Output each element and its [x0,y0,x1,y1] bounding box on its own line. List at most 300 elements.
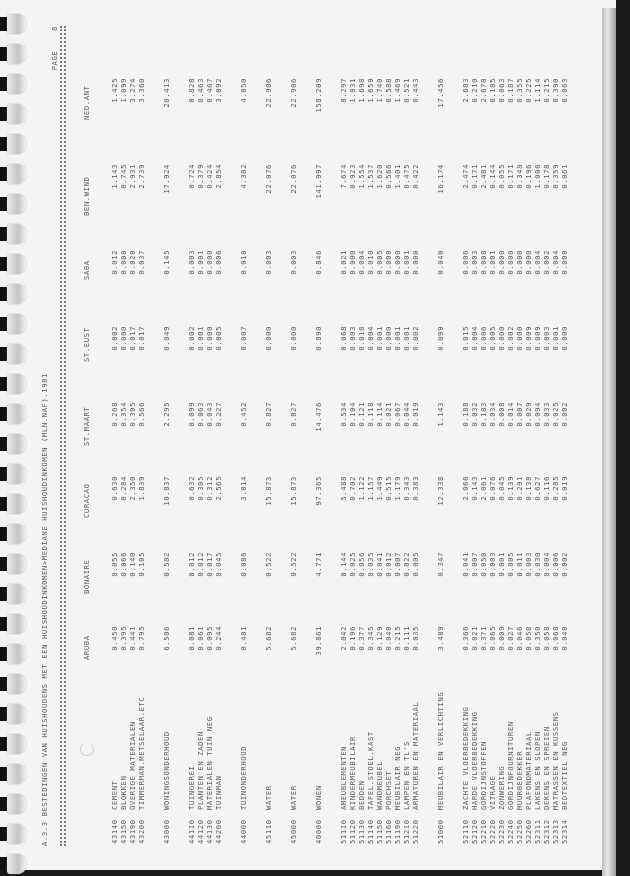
cell-value: 1.179 [393,476,402,501]
row-code: 43190 [128,819,137,844]
cell-value: 0.063 [560,78,569,103]
row-code: 43150 [119,819,128,844]
row-code: 52230 [497,819,506,844]
coil-ring [7,614,26,634]
cell-value: 0.000 [506,250,515,275]
cell-value: 20.413 [162,78,171,108]
cell-value: 3.360 [137,78,146,103]
cell-value: 0.379 [196,164,205,189]
cell-value: 0.366 [461,626,470,651]
row-code: 52312 [542,819,551,844]
coil-ring [7,44,26,64]
cell-value: 10.837 [162,476,171,506]
cell-value: 0.347 [436,552,445,577]
cell-value: 0.001 [551,326,560,351]
cell-value: 0.371 [479,626,488,651]
cell-value: 0.058 [524,626,533,651]
cell-value: 0.424 [205,164,214,189]
row-label: LAKENS EN SLOPEN [533,731,542,810]
cell-value: 0.017 [205,552,214,577]
binding-coil [0,284,26,304]
cell-value: 0.000 [205,326,214,351]
cell-value: 0.145 [162,250,171,275]
row-label: VITRAGE [488,775,497,810]
table-row [119,26,128,846]
cell-value: 17.924 [162,164,171,194]
row-label: KINDERMEUBILAIR [348,736,357,810]
cell-value: 0.890 [314,326,323,351]
coil-ring [7,464,26,484]
cell-value: 0.050 [479,552,488,577]
cell-value: 0.350 [533,626,542,651]
cell-value: 0.043 [205,402,214,427]
cell-value: 2.683 [461,78,470,103]
cell-value: 0.041 [461,552,470,577]
cell-value: 2.565 [214,476,223,501]
cell-value: 0.005 [506,552,515,577]
table-row [314,26,323,846]
cell-value: 0.215 [393,626,402,651]
binding-coil [0,224,26,244]
coil-ring [7,704,26,724]
cell-value: 0.383 [411,476,420,501]
cell-value: 0.450 [110,626,119,651]
cell-value: 0.019 [411,402,420,427]
table-row [214,26,223,846]
row-code: 43200 [137,819,146,844]
cell-value: 0.004 [542,552,551,577]
cell-value: 5.488 [339,476,348,501]
cell-value: 0.012 [187,552,196,577]
cell-value: 15.873 [289,476,298,506]
coil-ring [7,674,26,694]
row-code: 51150 [375,819,384,844]
table-row [348,26,357,846]
cell-value: 0.002 [110,326,119,351]
cell-value: 0.000 [515,326,524,351]
table-row [110,26,119,846]
cell-value: 0.099 [187,402,196,427]
cell-value: 0.040 [384,626,393,651]
cell-value: 0.005 [214,326,223,351]
cell-value: 1.469 [393,78,402,103]
table-row [264,26,273,846]
cell-value: 0.056 [357,552,366,577]
cell-value: 0.000 [384,250,393,275]
row-code: 44110 [187,819,196,844]
group-spacer [445,26,461,846]
row-label: MATERIALEN TUIN NEG [205,716,214,810]
row-label: LAMPEN EN TL'S [402,741,411,810]
coil-ring [7,494,26,514]
group-spacer [298,26,314,846]
row-label: WONINGSONDERHOUD [162,731,171,810]
group-spacer [146,26,162,846]
cell-value: 1.449 [375,476,384,501]
cell-value: 12.338 [436,476,445,506]
coil-ring [7,524,26,544]
cell-value: 0.121 [357,402,366,427]
row-label: CEMENT [110,780,119,810]
cell-value: 0.099 [436,326,445,351]
cell-value: 0.183 [479,402,488,427]
cell-value: 0.467 [205,78,214,103]
cell-value: 1.031 [348,78,357,103]
cell-value: 0.000 [560,326,569,351]
cell-value: 15.873 [264,476,273,506]
cell-value: 0.011 [515,552,524,577]
row-code: 52110 [461,819,470,844]
cell-value: 1.740 [375,78,384,103]
cell-value: 1.698 [357,78,366,103]
cell-value: 0.724 [187,164,196,189]
cell-value: 0.021 [470,626,479,651]
group-spacer [248,26,264,846]
cell-value: 0.018 [357,326,366,351]
cell-value: 0.007 [239,326,248,351]
binding-coil [0,74,26,94]
row-code: 52240 [506,819,515,844]
cell-value: 0.000 [515,250,524,275]
binding-coil [0,614,26,634]
cell-value: 0.001 [497,552,506,577]
binding-coil [0,344,26,364]
table-row [289,26,298,846]
binding-coil [0,554,26,574]
cell-value: 16.174 [436,164,445,194]
cell-value: 0.188 [461,402,470,427]
coil-ring [7,854,26,874]
cell-value: 0.009 [497,626,506,651]
row-code: 51220 [411,819,420,844]
binding-coil [0,14,26,34]
binding-coil [0,644,26,664]
cell-value: 0.000 [411,250,420,275]
row-label: HARDE VLOERBEDEKKING [470,711,479,810]
cell-value: 0.521 [402,78,411,103]
cell-value: 0.058 [542,626,551,651]
cell-value: 0.422 [411,164,420,189]
cell-value: 1.114 [533,78,542,103]
cell-value: 0.006 [551,552,560,577]
cell-value: 0.001 [196,326,205,351]
cell-value: 0.118 [366,402,375,427]
cell-value: 0.033 [542,402,551,427]
cell-value: 0.063 [196,402,205,427]
cell-value: 0.012 [384,552,393,577]
row-code: 45000 [289,819,298,844]
cell-value: 0.076 [488,476,497,501]
row-label: TAFEL.STOEL.KAST [366,731,375,810]
cell-value: 0.846 [314,250,323,275]
cell-value: 0.001 [196,250,205,275]
cell-value: 3.489 [436,626,445,651]
cell-value: 0.000 [384,326,393,351]
cell-value: 0.795 [137,626,146,651]
row-label: MEUBILAIR EN VERLICHTING [436,691,445,810]
cell-value: 0.463 [196,78,205,103]
row-code: 52314 [560,819,569,844]
cell-value: 0.348 [515,164,524,189]
cell-value: 0.017 [137,326,146,351]
cell-value: 0.116 [542,476,551,501]
cell-value: 0.582 [162,552,171,577]
cell-value: 0.354 [119,402,128,427]
binding-coil [0,494,26,514]
cell-value: 0.441 [128,626,137,651]
cell-value: 0.000 [119,250,128,275]
cell-value: 1.143 [110,164,119,189]
row-label: MATRASSEN EN KUSSENS [551,711,560,810]
cell-value: 0.006 [461,250,470,275]
binding-coil [0,404,26,424]
cell-value: 0.003 [470,250,479,275]
row-label: PLANTEN EN ZADEN [196,731,205,810]
cell-value: 3.092 [214,78,223,103]
binding-coil [0,434,26,454]
binding-coil [0,704,26,724]
cell-value: 0.063 [497,78,506,103]
cell-value: 2.042 [339,626,348,651]
binding-coil [0,794,26,814]
table-row [384,26,393,846]
table-row [187,26,196,846]
cell-value: 0.185 [488,78,497,103]
table-row [205,26,214,846]
col-header-ned-ant: NED.ANT [82,85,91,120]
cell-value: 0.061 [196,626,205,651]
col-header-bonaire: BONAIRE [82,559,91,594]
cell-value: 0.515 [384,476,393,501]
cell-value: 2.061 [479,476,488,501]
cell-value: 0.475 [402,164,411,189]
cell-value: 0.025 [551,402,560,427]
row-label: WANDMEUBEL [375,760,384,810]
coil-ring [7,644,26,664]
cell-value: 1.006 [533,164,542,189]
binding-coil [0,674,26,694]
coil-ring [7,224,26,244]
coil-ring [7,404,26,424]
cell-value: 0.006 [479,326,488,351]
cell-value: 0.827 [289,402,298,427]
row-label: MEUBILAIR NEG [393,745,402,810]
binding-coil [0,854,26,874]
cell-value: 0.014 [506,402,515,427]
row-code: 51160 [384,819,393,844]
group-spacer [171,26,187,846]
coil-ring [7,764,26,784]
row-label: BEDTEXTIEL NEG [560,741,569,810]
cell-value: 0.040 [436,250,445,275]
cell-value: 0.377 [357,626,366,651]
cell-value: 0.244 [214,626,223,651]
cell-value: 0.000 [264,326,273,351]
cell-value: 0.138 [524,476,533,501]
table-row [542,26,551,846]
cell-value: 1.143 [436,402,445,427]
row-code: 51000 [436,819,445,844]
row-code: 44120 [196,819,205,844]
cell-value: 0.007 [515,402,524,427]
cell-value: 0.305 [196,476,205,501]
row-code: 52260 [524,819,533,844]
table-row [506,26,515,846]
cell-value: 0.305 [128,402,137,427]
cell-value: 0.035 [411,626,420,651]
table-row [366,26,375,846]
cell-value: 0.007 [393,552,402,577]
cell-value: 97.365 [314,476,323,506]
cell-value: 0.095 [205,626,214,651]
binding-coil [0,134,26,154]
cell-value: 0.000 [348,250,357,275]
row-label: OVERIGE MATERIALEN [128,721,137,810]
cell-value: 0.002 [506,326,515,351]
cell-value: 0.045 [214,552,223,577]
cell-value: 0.003 [289,250,298,275]
cell-value: 0.003 [348,326,357,351]
cell-value: 0.000 [119,326,128,351]
cell-value: 0.067 [393,402,402,427]
row-code: 52311 [533,819,542,844]
row-label: WATER [289,785,298,810]
cell-value: 0.002 [411,326,420,351]
cell-value: 0.012 [110,250,119,275]
row-label: WATER [264,785,273,810]
binding-coil [0,464,26,484]
cell-value: 0.002 [560,402,569,427]
cell-value: 22.906 [264,78,273,108]
cell-value: 0.139 [506,476,515,501]
binding-coil [0,194,26,214]
coil-ring [7,824,26,844]
row-code: 40000 [314,819,323,844]
page-label: PAGE [50,50,59,71]
cell-value: 0.000 [289,326,298,351]
row-label: PORCHSET [384,770,393,810]
cell-value: 0.140 [128,552,137,577]
cell-value: 0.004 [366,326,375,351]
coil-ring [7,164,26,184]
coil-ring [7,134,26,154]
group-spacer [223,26,239,846]
binding-coil [0,524,26,544]
cell-value: 8.297 [339,78,348,103]
table-row [470,26,479,846]
cell-value: 0.005 [375,250,384,275]
cell-value: 1.537 [366,164,375,189]
cell-value: 0.045 [497,476,506,501]
cell-value: 22.076 [264,164,273,194]
cell-value: 0.534 [339,402,348,427]
row-code: 45110 [264,819,273,844]
cell-value: 0.001 [402,250,411,275]
coil-ring [7,14,26,34]
cell-value: 0.702 [348,476,357,501]
cell-value: 4.382 [239,164,248,189]
binding-coil [0,824,26,844]
cell-value: 0.008 [479,250,488,275]
cell-value: 0.312 [205,476,214,501]
cell-value: 0.291 [515,476,524,501]
table-body [110,26,569,846]
row-label: GORDIJNFOURNITUREN [506,721,515,810]
cell-value: 1.157 [366,476,375,501]
cell-value: 17.456 [436,78,445,108]
cell-value: 0.040 [560,626,569,651]
binding-coil [0,44,26,64]
cell-value: 0.032 [470,402,479,427]
cell-value: 0.196 [524,164,533,189]
row-label: ZONWERING [497,765,506,810]
cell-value: 39.861 [314,626,323,656]
cell-value: 2.931 [128,164,137,189]
table-row [436,26,445,846]
cell-value: 0.002 [542,250,551,275]
table-row [533,26,542,846]
cell-value: 0.745 [119,164,128,189]
page-indicator [50,26,59,70]
col-header-curacao: CURACAO [82,483,91,518]
table-row [137,26,146,846]
table-row [357,26,366,846]
row-code: 51120 [348,819,357,844]
spiral-binding [0,0,28,876]
cell-value: 0.029 [524,402,533,427]
table-row [162,26,171,846]
row-code: 52220 [488,819,497,844]
row-label: AMEUBLEMENTEN [339,745,348,810]
cell-value: 0.481 [239,626,248,651]
binding-coil [0,734,26,754]
cell-value: 1.122 [357,476,366,501]
cell-value: 0.000 [497,326,506,351]
cell-value: 0.452 [239,402,248,427]
cell-value: 0.522 [264,552,273,577]
cell-value: 0.001 [402,326,411,351]
rotated-table-sheet [40,26,600,846]
table-row [411,26,420,846]
cell-value: 0.566 [384,164,393,189]
cell-value: 0.566 [137,402,146,427]
cell-value: 0.041 [375,552,384,577]
cell-value: 0.144 [488,164,497,189]
cell-value: 0.000 [497,250,506,275]
table-row [339,26,348,846]
cell-value: 2.066 [461,476,470,501]
cell-value: 0.037 [137,250,146,275]
cell-value: 0.066 [119,552,128,577]
row-label: ARMATUREN EN MATERIAAL [411,701,420,810]
cell-value: 0.227 [214,402,223,427]
cell-value: 0.187 [506,78,515,103]
cell-value: 2.295 [162,402,171,427]
cell-value: 0.044 [402,402,411,427]
cell-value: 5.682 [264,626,273,651]
coil-ring [7,434,26,454]
cell-value: 0.003 [488,552,497,577]
cell-value: 0.003 [524,552,533,577]
cell-value: 2.474 [461,164,470,189]
cell-value: 0.359 [551,164,560,189]
cell-value: 0.003 [542,326,551,351]
cell-value: 6.506 [162,626,171,651]
row-label: BLOKKEN [119,775,128,810]
document-title: A.3.3 BESTEDINGEN VAN HUISHOUDENS MET EEN HUISHOUDINKOMEN>MEDIANE HUISHOUDINKOMEN (MLN.NAF).1981 [40,372,49,846]
cell-value: 0.002 [560,552,569,577]
cell-value: 0.827 [264,402,273,427]
